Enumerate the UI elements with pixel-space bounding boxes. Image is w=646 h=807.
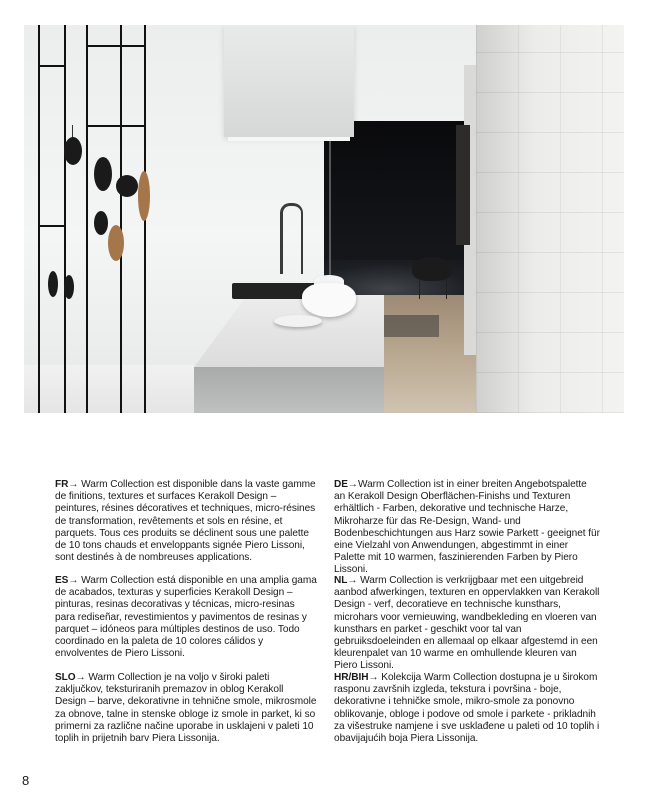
language-code-slo: SLO xyxy=(55,672,76,683)
paragraph-de xyxy=(334,479,600,577)
arrow-icon: → xyxy=(368,672,379,683)
kitchen-island-body xyxy=(194,367,384,413)
page-number: 8 xyxy=(22,773,30,788)
arrow-icon: → xyxy=(68,575,79,586)
paragraph-hr xyxy=(334,672,600,745)
arrow-icon: → xyxy=(347,479,358,490)
rack-bar xyxy=(38,225,66,227)
hanging-pan xyxy=(64,137,82,165)
paragraph-text-slo: Warm Collection je na voljo v široki paleti zaključkov, teksturiranih premazov in oblog Kerakoll Design – barve, dekorativne in tehnične smole, mikrosmole za obnove, talne in stenske obloge iz smole in parket, ki so primerni za različne načine uporabe in usklajeni v paleti 10 toplih in prijetnih barv Piera Lissonija. xyxy=(55,672,317,745)
hanging-utensil xyxy=(48,271,58,297)
kitchen-island-top xyxy=(194,295,384,367)
paragraph-text-nl: Warm Collection is verkrijgbaar met een uitgebreid aanbod afwerkingen, texturen en oppervlakken van Kerakoll Design - verf, decoratieve en technische kunsthars, microhars voor vernieuwing, wandbekleding en vloeren van kunsthars en parket - geschikt voor tal van gebruiksdoeleinden en allemaal op elkaar afgestemd in een kleurenpalet van 10 warme en omhullende kleuren van Piero Lissoni. xyxy=(334,575,600,672)
language-code-nl: NL xyxy=(334,575,348,586)
paragraph-text-es: Warm Collection está disponible en una amplia gama de acabados, texturas y superficies Kerakoll Design – pinturas, resinas decorativas y técnicas, micro-resinas para rediseñar, revestimientos y pavimentos de resinas y parquet – idóneos para múltiples destinos de uso. Todo coordinado en la paleta de 10 colores cálidos y envolventes de Piero Lissoni. xyxy=(55,575,317,660)
rack-bar xyxy=(86,45,146,47)
paragraph-es xyxy=(55,575,317,660)
paragraph-text-fr: Warm Collection est disponible dans la vaste gamme de finitions, textures et surfaces Kerakoll Design – peintures, résines décoratives et techniques, micro-résines de transformation, revêtements et sols en résine, et parquets. Tous ces produits se déclinent sous une palette de 10 tons chauds et enveloppants signée Piero Lissoni, sont destinés à de nombreuses applications. xyxy=(55,479,316,564)
rack-pole xyxy=(64,25,66,413)
hanging-utensil xyxy=(64,275,74,299)
rack-pole xyxy=(86,25,88,413)
lounge-chair-legs xyxy=(419,279,447,299)
language-code-es: ES xyxy=(55,575,69,586)
paragraph-nl xyxy=(334,575,600,673)
arrow-icon: → xyxy=(68,479,79,490)
textured-wall xyxy=(476,25,624,413)
hood-light xyxy=(228,137,350,141)
ceiling-hood xyxy=(224,25,354,137)
plates xyxy=(274,315,322,327)
dark-frame xyxy=(456,125,470,245)
paragraph-slo xyxy=(55,672,317,745)
hanging-pot xyxy=(116,175,138,197)
hanging-pan xyxy=(94,157,112,191)
copper-pan xyxy=(138,171,150,221)
faucet xyxy=(280,203,303,274)
paragraph-text-hr: Kolekcija Warm Collection dostupna je u širokom rasponu završnih izgleda, tekstura i površina - boje, dekorativne i tehničke smole, mikro-smole za ponovno oblikovanje, obloge i podove od smole i parkete - prikladnih za višestruke namjene i sve usklađene u paleti od 10 toplih i obavijajućih boja Piera Lissonija. xyxy=(334,672,600,745)
rack-bar xyxy=(86,125,146,127)
arrow-icon: → xyxy=(75,672,86,683)
paragraph-fr xyxy=(55,479,317,564)
paragraph-text-de: Warm Collection ist in einer breiten Angebotspalette an Kerakoll Design Oberflächen-Finishs und Texturen erhältlich - Farben, dekorative und technische Harze, Mikroharze für das Re-Design, Wand- und Bodenbeschichtungen aus Harz sowie Parkett - geeignet für eine Vielzahl von Anwendungen, abgestimmt in einer Palette mit 10 warmen, faszinierenden Farben by Piero Lissoni. xyxy=(334,479,600,576)
lounge-chair xyxy=(412,257,452,281)
rack-bar xyxy=(38,65,66,67)
hanging-utensil xyxy=(94,211,108,235)
tureen xyxy=(302,283,356,317)
kitchen-photo xyxy=(24,25,624,413)
rack-pole xyxy=(38,25,40,413)
rack-pole xyxy=(120,25,122,413)
language-code-hr: HR/BIH xyxy=(334,672,369,683)
language-code-fr: FR xyxy=(55,479,69,490)
copper-pan xyxy=(108,225,124,261)
arrow-icon: → xyxy=(347,575,358,586)
language-code-de: DE xyxy=(334,479,348,490)
